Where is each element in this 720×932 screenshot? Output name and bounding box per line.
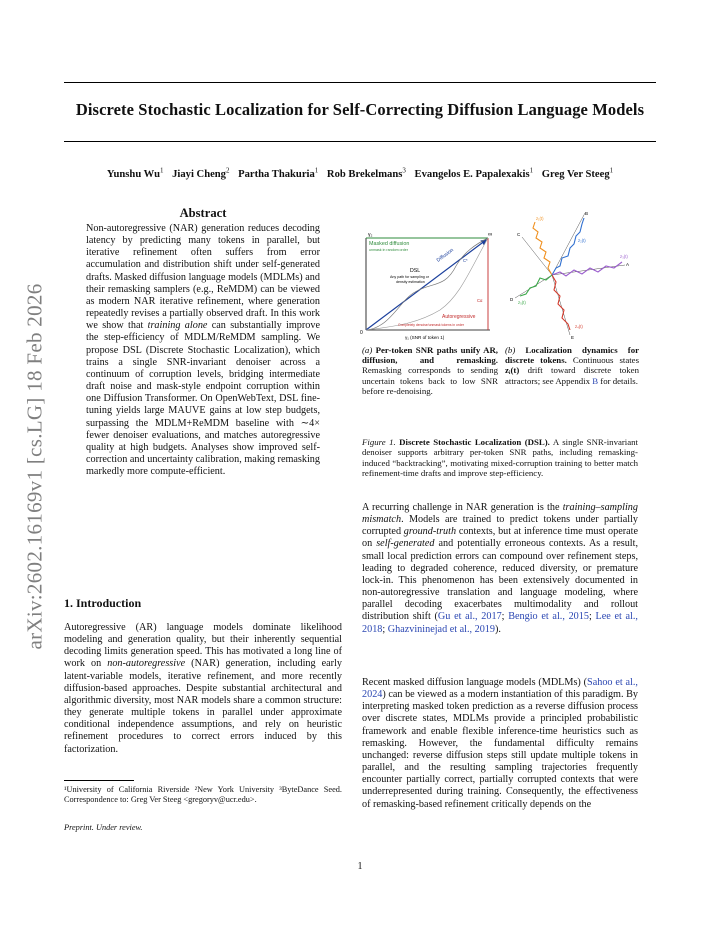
dsl-label: DSL <box>410 268 421 274</box>
c-star-label: C* <box>463 258 468 263</box>
citation-link[interactable]: Sahoo et al., 2024 <box>362 677 638 701</box>
citation-link[interactable]: Ghazvininejad et al., 2019 <box>387 623 495 635</box>
author-name: Jiayi Cheng$^2$ <box>172 166 230 180</box>
trajectory-3-label: z₃(t) <box>620 254 628 259</box>
author-name: Yunshu Wu$^1$ <box>106 166 164 180</box>
figure-1-caption: Figure 1. Discrete Stochastic Localization (DSL). A single SNR-invariant denoiser supports arbitrary per-token SNR paths, including remasking-induced “backtracking”, motivating mixed-corruption training to better match refinement-time drafts and improve step-efficiency. <box>362 437 638 479</box>
trajectory-orange <box>533 222 552 275</box>
token-e-label: E <box>571 335 575 340</box>
abstract-heading: Abstract <box>179 206 227 220</box>
x-axis-label: γ₁ (SNR of token 1) <box>405 335 445 340</box>
dsl-sublabel-1: Any path for sampling or <box>390 275 429 279</box>
dsl-sublabel-2: density estimation <box>396 280 425 284</box>
autoregressive-sublabel: Completely denoise/unmask tokens in order <box>398 323 464 327</box>
token-b-label: B <box>585 211 589 216</box>
intro-paragraph-1: Autoregressive (AR) language models dominate likelihood modeling and generation quality, but their inherently sequential decoding limits generation speed. This has motivated a long line of work on non-autoregressive (NAR) generation, including early latent-variable models, iterative refinement, and more recently diffusion-based approaches. Despite substantial architectural and algorithmic diversity, most NAR models share a common structure: they generate multiple tokens in parallel under approximate conditional independence assumptions, and rely on heuristic refinement procedures to correct errors induced by this factorization. <box>64 622 342 755</box>
token-c-label: C <box>517 232 521 237</box>
y-axis-label: γ₂ <box>368 232 373 238</box>
figure-1b-caption: (b) Localization dynamics for discrete tokens. Continuous states zᵢ(t) drift toward discrete token attractors; see Appendix B for details. <box>505 345 639 386</box>
figure-1b-localization-dynamics <box>500 210 640 340</box>
paper-title: Discrete Stochastic Localization for Self-Correcting Diffusion Language Models <box>75 100 645 119</box>
diffusion-label: Diffusion <box>435 247 455 264</box>
author-name: Partha Thakuria$^1$ <box>238 166 319 180</box>
trajectory-5-label: z₅(t) <box>518 300 526 305</box>
author-name: Evangelos E. Papalexakis$^1$ <box>414 166 534 180</box>
footnote-rule <box>64 780 134 781</box>
token-d-label: D <box>510 297 514 302</box>
citation-link[interactable]: Gu et al., 2017 <box>437 611 502 623</box>
title-bottom-rule <box>64 141 656 142</box>
section-heading-introduction: 1. Introduction <box>64 596 142 610</box>
top-rule <box>64 82 656 83</box>
author-list <box>64 166 656 180</box>
affiliation-footnote: ¹University of California Riverside ²New York University ³ByteDance Seed. Correspondence to: Greg Ver Steeg <gregoryv@ucr.edu>. <box>64 785 342 805</box>
citation-link[interactable]: Lee et al., 2018 <box>362 611 638 635</box>
autoregressive-label: Autoregressive <box>442 314 476 320</box>
masked-diffusion-label: Masked diffusion <box>369 241 410 247</box>
trajectory-4-label: z₄(t) <box>575 324 583 329</box>
token-a-label: A <box>626 262 630 267</box>
author-name: Rob Brekelmans$^3$ <box>326 166 406 180</box>
origin-label: 0 <box>360 330 363 336</box>
infinity-label: ∞ <box>488 232 493 238</box>
trajectory-purple <box>552 262 622 276</box>
page-number: 1 <box>357 861 363 872</box>
arxiv-watermark: arXiv:2602.16169v1 [cs.LG] 18 Feb 2026 <box>22 283 47 650</box>
preprint-note: Preprint. Under review. <box>64 823 143 832</box>
intro-paragraph-2: A recurring challenge in NAR generation is the training–sampling mismatch. Models are trained to predict tokens under partially corrupted ground-truth contexts, but at inference time must operate on self-generated and potentially erroneous contexts. As a result, small local prediction errors can compound over refinement steps, leading to degraded coherence, reduced diversity, or premature lock-in. This phenomenon has been extensively documented in non-autoregressive translation and language modeling, where parallel decoding exacerbates multimodality and rollout distribution shift (Gu et al., 2017; Bengio et al., 2015; Lee et al., 2018; Ghazvininejad et al., 2019). <box>362 502 638 635</box>
trajectory-2-label: z₂(t) <box>578 238 586 243</box>
citation-link[interactable]: Bengio et al., 2015 <box>508 611 589 623</box>
figure-1a-caption: (a) Per-token SNR paths unify AR, diffusion, and remasking. Remasking corresponds to sending uncertain tokens back to low SNR before re-denoising. <box>362 345 499 396</box>
author-name: Greg Ver Steeg$^1$ <box>541 166 614 180</box>
masked-diffusion-sublabel: unmask in random order <box>369 248 408 252</box>
abstract-text: Non-autoregressive (NAR) generation reduces decoding latency by predicting many tokens in parallel, but iterative refinement often suffers from error accumulation and distribution shift under self-generated drafts. Masked diffusion language models (MDLMs) and their remasking samplers (e.g., ReMDM) can be viewed as modern NAR iterative refinement, where generation repeatedly revises a partially observed draft. In this work we show that training alone can substantially improve the step-efficiency of MDLM/ReMDM sampling. We propose DSL (Discrete Stochastic Localization), which trains a single SNR-invariant denoiser across a continuum of corruption levels, bridging intermediate draft noise and mask-style endpoint corruption within one Diffusion Transformer. On OpenWebText, DSL fine-tuning yields large MAUVE gains at low step budgets, surpassing the MDLM+ReMDM baseline with ∼4× fewer denoiser evaluations, and matches autoregressive quality at high budgets. Analyses show improved self-correction and uncertainty calibration, making remasking markedly more compute-efficient. <box>86 223 320 478</box>
intro-paragraph-3: Recent masked diffusion language models (MDLMs) (Sahoo et al., 2024) can be viewed as a modern instantiation of this paradigm. By interpreting masked token prediction as a reverse diffusion process over discrete states, MDLMs provide a principled probabilistic framework and enable flexible inference-time heuristics such as remasking. However, the fundamental difficulty remains unchanged: reverse diffusion steps still update multiple tokens in parallel, and the resulting sampling trajectories frequently encounter partially correct, partially corrupted contexts that were underrepresented during training. Consequently, the effectiveness of remasking-based refinement critically depends on the <box>362 677 638 810</box>
appendix-link[interactable]: B <box>592 375 599 386</box>
trajectory-1-label: z₁(t) <box>536 216 544 221</box>
simplex-axes <box>515 213 625 335</box>
figure-1a-snr-diagram <box>360 230 495 340</box>
c-alpha-label: Cα <box>477 298 483 303</box>
